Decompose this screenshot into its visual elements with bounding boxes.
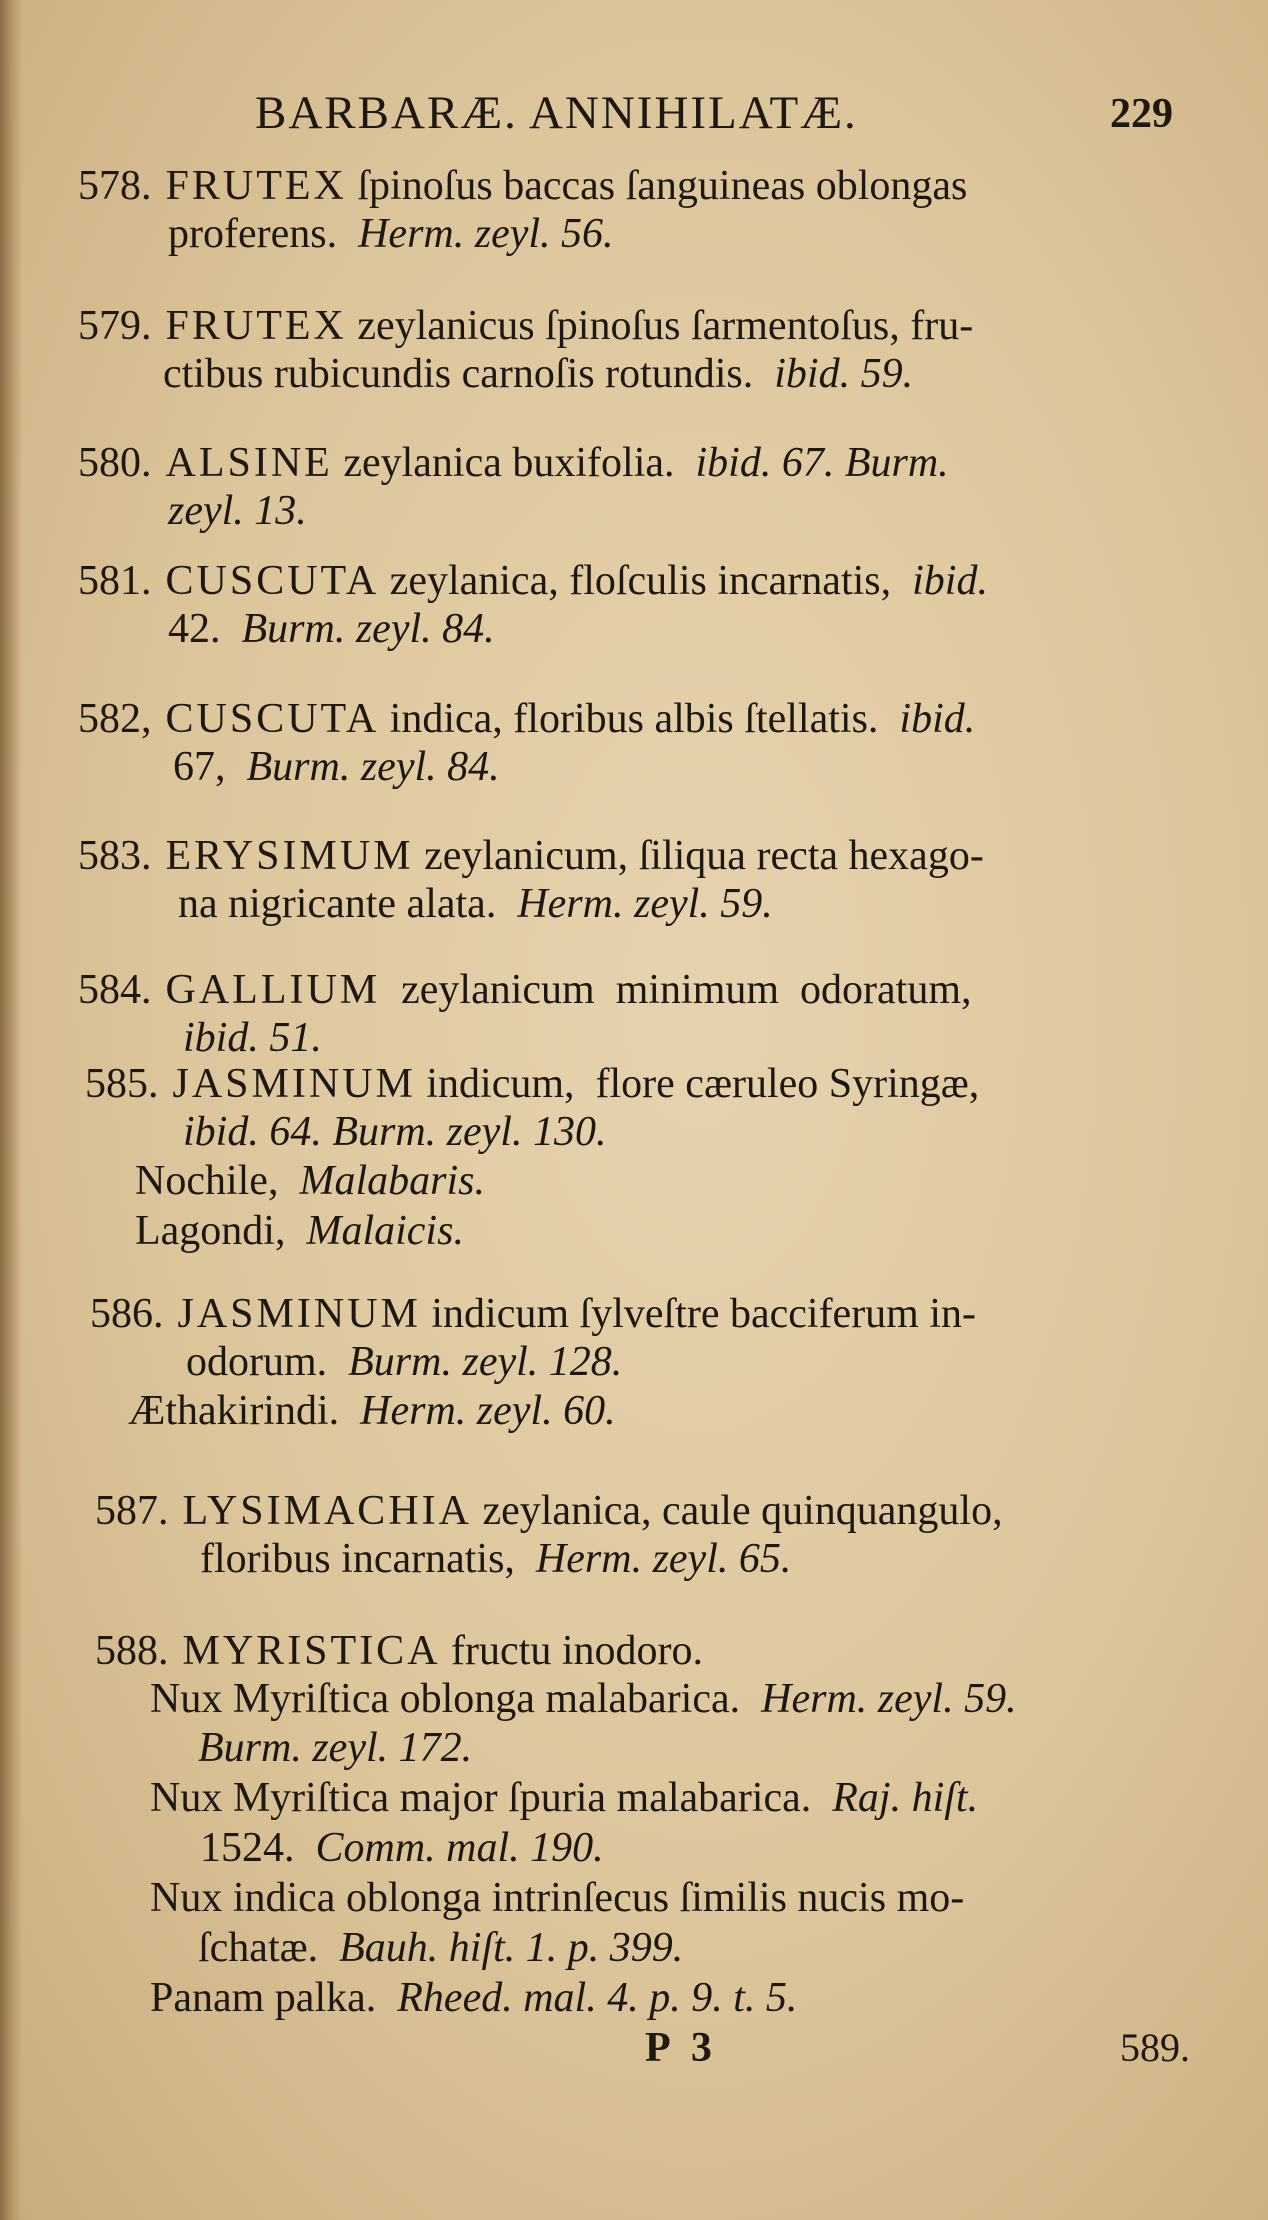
citation: Bauh. hiſt. 1. p. 399. [339, 1925, 684, 1971]
entry-line [178, 878, 773, 930]
entry-text: Nux Myriſtica major ſpuria malabarica. [150, 1775, 833, 1821]
entry-text: ctibus rubicundis carnoſis rotundis. [163, 351, 775, 397]
entry-text: Æthakirindi. [128, 1388, 361, 1434]
entry-number: 585. [85, 1061, 159, 1107]
catalogue-entry [90, 1288, 976, 1340]
entry-line [183, 1012, 322, 1064]
entry-text: Panam palka. [150, 1975, 398, 2021]
citation: Malabaris. [299, 1158, 485, 1204]
entry-number: 583. [78, 833, 152, 879]
entry-line [198, 1922, 683, 1974]
catalogue-entry [78, 437, 949, 489]
catchword: 589. [1120, 2025, 1190, 2070]
entry-line [198, 1722, 472, 1774]
genus-name: ALSINE [165, 440, 333, 486]
running-title: BARBARÆ. ANNIHILATÆ. [255, 87, 858, 139]
entry-text: Lagondi, [135, 1208, 307, 1254]
entry-text: zeylanica buxifolia. [332, 440, 696, 486]
entry-line [135, 1155, 485, 1207]
entry-line [163, 348, 913, 400]
entry-line [168, 208, 614, 260]
page-number: 229 [1110, 91, 1173, 137]
entry-line [168, 603, 495, 655]
entry-number: 586. [90, 1291, 164, 1337]
catalogue-entry [78, 830, 984, 882]
genus-name: CUSCUTA [165, 696, 380, 742]
citation: Burm. zeyl. 84. [241, 606, 495, 652]
entry-text: proferens. [168, 211, 359, 257]
entry-line [150, 1872, 964, 1924]
entry-line [186, 1336, 622, 1388]
entry-number: 580. [78, 440, 152, 486]
catalogue-entry [95, 1625, 703, 1677]
citation: ibid. [912, 558, 988, 604]
entry-line [173, 741, 500, 793]
entry-text: fructu inodoro. [440, 1628, 703, 1674]
catalogue-entry [85, 1058, 979, 1110]
entry-text: ſchatæ. [198, 1925, 340, 1971]
entry-line [200, 1533, 791, 1585]
genus-name: JASMINUM [177, 1291, 421, 1337]
entry-text: ſpinoſus baccas ſanguineas oblongas [346, 163, 968, 209]
catalogue-entry [78, 964, 972, 1016]
citation: ibid. [899, 696, 976, 742]
entry-text: zeylanica, floſculis incarnatis, [379, 558, 913, 604]
citation: ibid. 51. [183, 1015, 322, 1061]
entry-text: 42. [168, 606, 242, 652]
genus-name: JASMINUM [172, 1061, 416, 1107]
entry-number: 581. [78, 558, 152, 604]
entry-text: Nochile, [135, 1158, 300, 1204]
signature-mark: P 3 [645, 2025, 718, 2071]
genus-name: FRUTEX [165, 303, 347, 349]
citation: Herm. zeyl. 65. [535, 1536, 792, 1582]
genus-name: ERYSIMUM [165, 833, 414, 879]
entry-number: 578. [78, 163, 152, 209]
citation: Burm. zeyl. 128. [348, 1339, 623, 1385]
genus-name: GALLIUM [165, 967, 381, 1013]
entry-number: 587. [95, 1488, 169, 1534]
entry-text: indicum ſylveſtre bacciferum in- [420, 1291, 977, 1337]
catalogue-entry [78, 300, 973, 352]
entry-text: zeylanicum minimum odoratum, [380, 967, 972, 1013]
genus-name: LYSIMACHIA [182, 1488, 472, 1534]
entry-text: na nigricante alata. [178, 881, 518, 927]
entry-line [150, 1972, 797, 2024]
genus-name: CUSCUTA [165, 558, 380, 604]
citation: ibid. 67. Burm. [695, 440, 949, 486]
entry-text: zeylanicus ſpinoſus ſarmentoſus, fru- [346, 303, 974, 349]
entry-line [150, 1772, 978, 1824]
entry-text: 1524. [200, 1825, 316, 1871]
running-head [255, 86, 1195, 146]
entry-text: odorum. [186, 1339, 349, 1385]
citation: Raj. hiſt. [832, 1775, 979, 1821]
citation: Burm. zeyl. 84. [246, 744, 500, 790]
entry-line [168, 485, 307, 537]
entry-line [183, 1106, 606, 1158]
entry-number: 582, [78, 696, 152, 742]
entry-text: indicum, flore cæruleo Syringæ, [415, 1061, 980, 1107]
citation: ibid. 64. Burm. zeyl. 130. [183, 1109, 607, 1155]
entry-line [128, 1385, 616, 1437]
entry-text: floribus incarnatis, [200, 1536, 536, 1582]
citation: Burm. zeyl. 172. [198, 1725, 473, 1771]
catalogue-entry [78, 160, 967, 212]
citation: Herm. zeyl. 59. [761, 1676, 1017, 1722]
citation: Herm. zeyl. 59. [517, 881, 773, 927]
entry-text: Nux indica oblonga intrinſecus ſimilis nucis mo- [150, 1875, 965, 1921]
catalogue-entry [78, 693, 975, 745]
catalogue-entry [78, 555, 988, 607]
entry-text: 67, [173, 744, 247, 790]
citation: Herm. zeyl. 60. [360, 1388, 616, 1434]
entry-number: 584. [78, 967, 152, 1013]
entry-line [135, 1205, 464, 1257]
genus-name: MYRISTICA [182, 1628, 441, 1674]
citation: Herm. zeyl. 56. [358, 211, 614, 257]
entry-line [200, 1822, 604, 1874]
entry-text: Nux Myriſtica oblonga malabarica. [150, 1676, 762, 1722]
entry-text: zeylanicum, ſiliqua recta hexago- [413, 833, 984, 879]
citation: ibid. 59. [774, 351, 914, 397]
entry-text: indica, floribus albis ſtellatis. [379, 696, 900, 742]
citation: Malaicis. [306, 1208, 464, 1254]
entry-line [150, 1673, 1017, 1725]
genus-name: FRUTEX [165, 163, 347, 209]
citation: zeyl. 13. [168, 488, 307, 534]
entry-number: 579. [78, 303, 152, 349]
entry-number: 588. [95, 1628, 169, 1674]
citation: Comm. mal. 190. [315, 1825, 604, 1871]
catalogue-entry [95, 1485, 1003, 1537]
page-edge [0, 0, 22, 2220]
citation: Rheed. mal. 4. p. 9. t. 5. [397, 1975, 798, 2021]
entry-text: zeylanica, caule quinquangulo, [471, 1488, 1003, 1534]
